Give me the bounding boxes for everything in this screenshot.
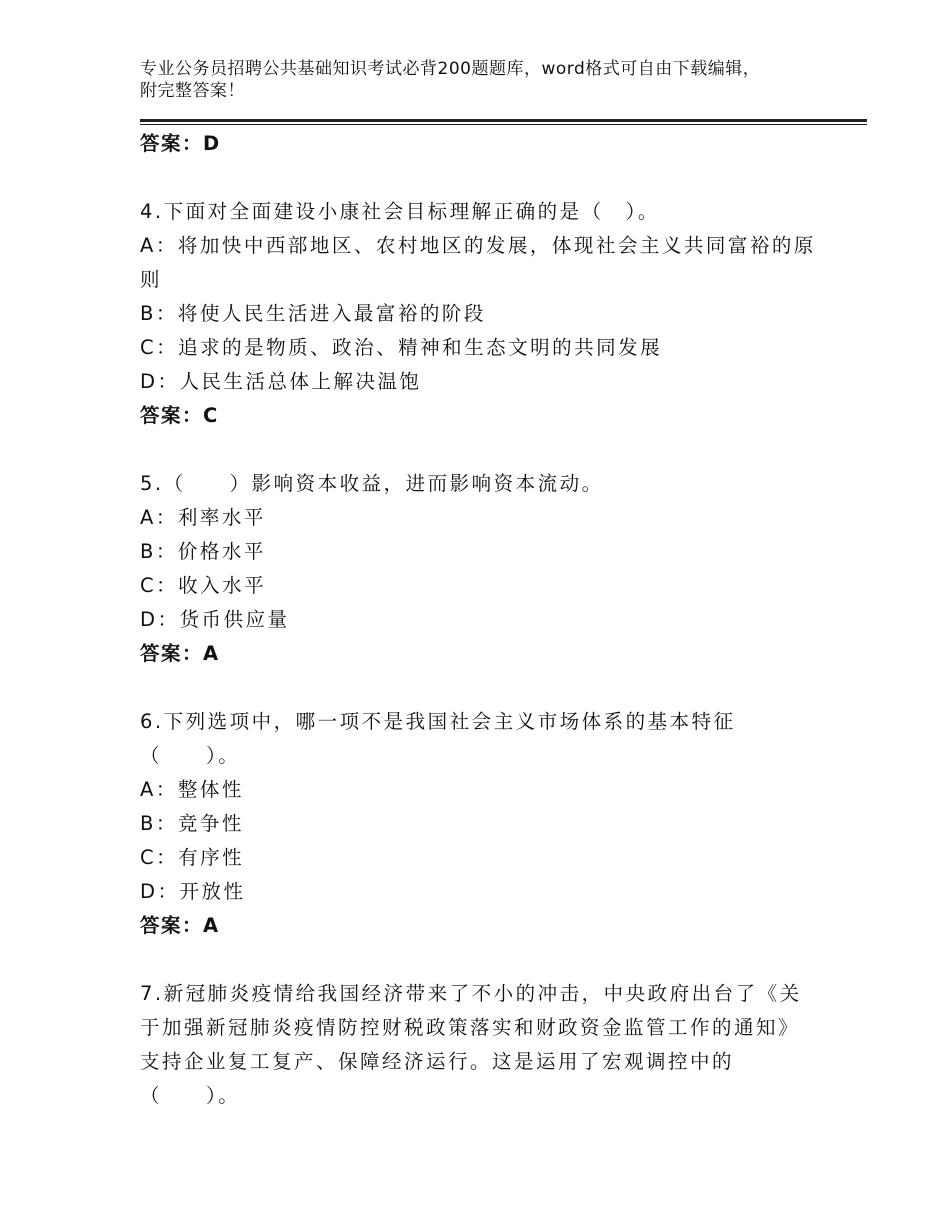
option-d: D：货币供应量: [140, 608, 290, 631]
header-rule-thin: [140, 124, 867, 125]
question-content: [140, 127, 840, 1113]
question-text: 6.下列选项中，哪一项不是我国社会主义市场体系的基本特征: [140, 710, 736, 733]
question-text-continued: 于加强新冠肺炎疫情防控财税政策落实和财政资金监管工作的通知》: [140, 1016, 801, 1039]
spacer: [140, 161, 840, 195]
option-c: C：收入水平: [140, 574, 267, 597]
option-b: B：将使人民生活进入最富裕的阶段: [140, 302, 486, 325]
question-text-continued: （ ）。: [140, 1084, 241, 1107]
answer-line: 答案：C: [140, 404, 219, 427]
option-a: A：整体性: [140, 778, 244, 801]
option-a: A：利率水平: [140, 506, 266, 529]
option-a: A：将加快中西部地区、农村地区的发展，体现社会主义共同富裕的原: [140, 234, 816, 257]
answer-line: 答案：D: [140, 132, 221, 155]
question-block: [140, 467, 840, 671]
option-d: D：人民生活总体上解决温饱: [140, 370, 422, 393]
question-block: [140, 195, 840, 433]
question-block: [140, 705, 840, 943]
question-text: 5.（ ）影响资本收益，进而影响资本流动。: [140, 472, 604, 495]
question-block: [140, 977, 840, 1113]
document-header: [140, 58, 820, 102]
answer-line: 答案：A: [140, 642, 220, 665]
option-c: C：有序性: [140, 846, 245, 869]
question-text-continued: （ ）。: [140, 744, 241, 767]
spacer: [140, 943, 840, 977]
option-c: C：追求的是物质、政治、精神和生态文明的共同发展: [140, 336, 663, 359]
spacer: [140, 433, 840, 467]
spacer: [140, 671, 840, 705]
header-line-1: 专业公务员招聘公共基础知识考试必背200题题库，word格式可自由下载编辑，: [140, 59, 761, 79]
header-rule-thick: [140, 119, 867, 122]
question-text: 4.下面对全面建设小康社会目标理解正确的是（ ）。: [140, 200, 660, 223]
header-line-2: 附完整答案！: [140, 81, 245, 101]
question-text-continued: 支持企业复工复产、保障经济运行。这是运用了宏观调控中的: [140, 1050, 735, 1073]
option-b: B：价格水平: [140, 540, 266, 563]
option-b: B：竞争性: [140, 812, 244, 835]
option-d: D：开放性: [140, 880, 246, 903]
answer-line: 答案：A: [140, 914, 220, 937]
option-a-continued: 则: [140, 268, 163, 291]
question-text: 7.新冠肺炎疫情给我国经济带来了不小的冲击，中央政府出台了《关: [140, 982, 802, 1005]
